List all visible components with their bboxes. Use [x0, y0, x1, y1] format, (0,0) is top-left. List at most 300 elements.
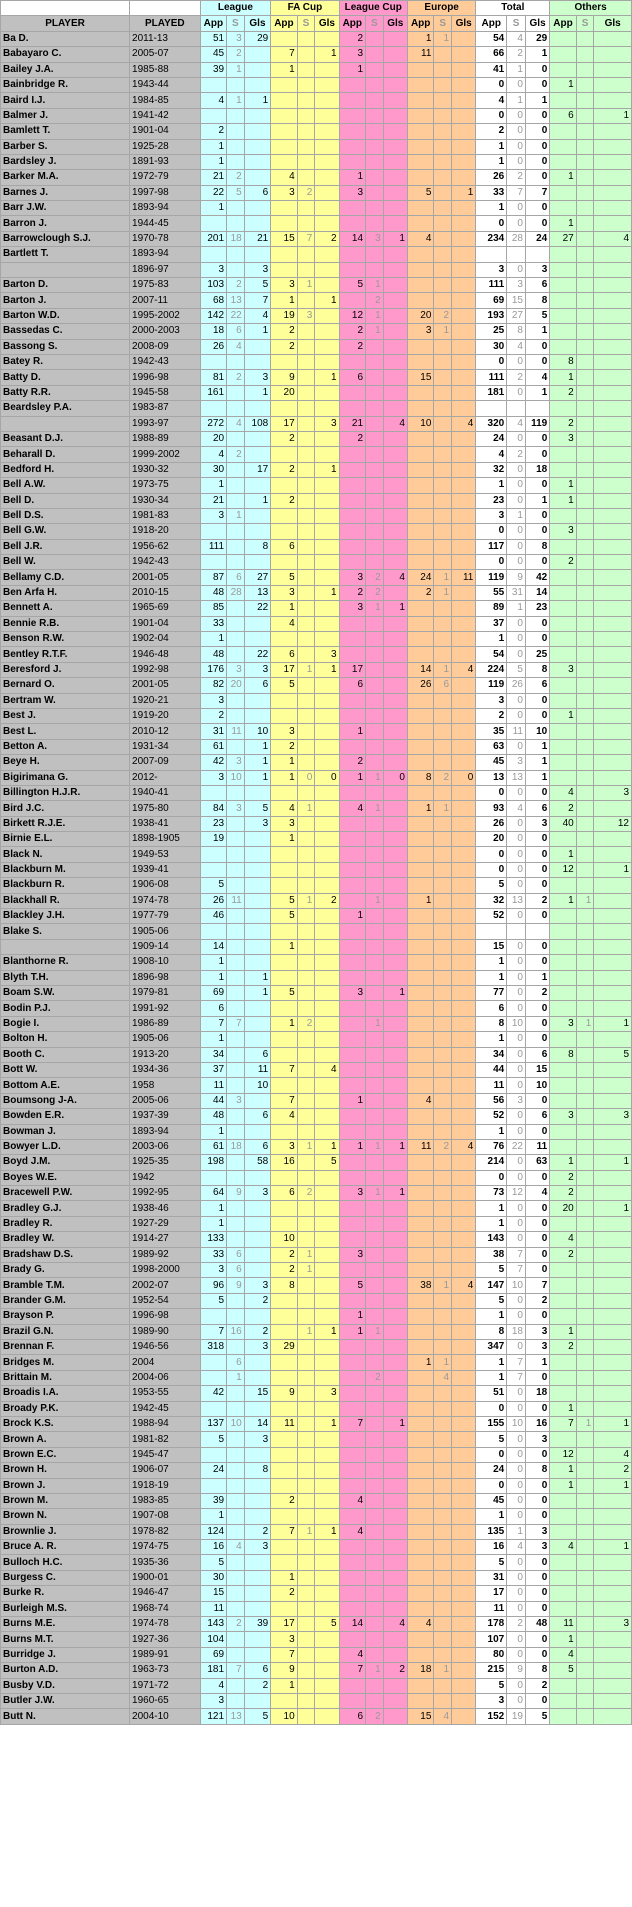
europe-subs-cell	[434, 1247, 452, 1262]
seasons-played-cell: 2012-	[130, 770, 201, 785]
europe-apps-cell	[407, 1463, 433, 1478]
europe-subs-cell	[434, 278, 452, 293]
europe-apps-cell: 11	[407, 47, 433, 62]
total-goals-cell: 0	[525, 1447, 549, 1462]
fa-cup-subs-cell	[297, 201, 315, 216]
player-name-cell: Bowman J.	[1, 1124, 130, 1139]
league-apps-cell: 1	[200, 970, 226, 985]
europe-apps-cell	[407, 1509, 433, 1524]
league-subs-cell: 9	[227, 1278, 245, 1293]
league-cup-subs-cell	[366, 1493, 384, 1508]
others-apps-cell	[550, 401, 576, 416]
league-apps-cell: 161	[200, 385, 226, 400]
fa-cup-goals-cell	[315, 278, 339, 293]
total-subs-cell: 22	[507, 1139, 526, 1154]
europe-subs-cell	[434, 986, 452, 1001]
league-cup-apps-cell: 1	[339, 62, 365, 77]
league-cup-apps-cell	[339, 1155, 365, 1170]
total-goals-cell: 16	[525, 1416, 549, 1431]
league-cup-apps-cell	[339, 447, 365, 462]
others-subs-cell	[576, 1709, 594, 1724]
fa-cup-apps-cell: 20	[271, 385, 297, 400]
others-goals-cell	[594, 370, 632, 385]
others-goals-cell: 4	[594, 231, 632, 246]
fa-cup-apps-cell: 3	[271, 585, 297, 600]
others-goals-cell	[594, 1078, 632, 1093]
league-apps-cell: 37	[200, 1062, 226, 1077]
league-cup-goals-cell	[383, 1463, 407, 1478]
others-goals-cell	[594, 1032, 632, 1047]
league-cup-goals-cell	[383, 216, 407, 231]
seasons-played-cell: 1907-08	[130, 1509, 201, 1524]
league-cup-subs-cell	[366, 401, 384, 416]
total-goals-cell: 0	[525, 1216, 549, 1231]
fa-cup-apps-cell: 16	[271, 1155, 297, 1170]
others-subs-cell	[576, 570, 594, 585]
player-name-cell: Broadis I.A.	[1, 1386, 130, 1401]
fa-cup-apps-cell	[271, 139, 297, 154]
others-group-header: Others	[550, 1, 632, 16]
europe-subs-cell	[434, 401, 452, 416]
total-goals-cell: 0	[525, 508, 549, 523]
others-apps-cell: 4	[550, 1647, 576, 1662]
total-apps-cell: 31	[476, 1570, 507, 1585]
seasons-played-cell: 1901-04	[130, 124, 201, 139]
fa-cup-goals-cell	[315, 1032, 339, 1047]
table-row	[1, 1540, 632, 1555]
others-goals-cell	[594, 1186, 632, 1201]
table-row	[1, 1401, 632, 1416]
league-cup-apps-cell	[339, 1555, 365, 1570]
league-cup-apps-cell	[339, 1447, 365, 1462]
europe-apps-cell: 4	[407, 1617, 433, 1632]
others-goals-cell	[594, 770, 632, 785]
total-apps-cell: 80	[476, 1647, 507, 1662]
others-goals-cell	[594, 462, 632, 477]
league-cup-subs-cell	[366, 1524, 384, 1539]
fa-cup-apps-cell: 7	[271, 1062, 297, 1077]
total-apps-cell: 32	[476, 462, 507, 477]
europe-apps-cell	[407, 1555, 433, 1570]
league-goals-cell	[244, 47, 271, 62]
fa-cup-goals-cell	[315, 539, 339, 554]
total-goals-cell: 25	[525, 647, 549, 662]
europe-apps-cell: 15	[407, 1709, 433, 1724]
europe-subs-cell	[434, 416, 452, 431]
league-cup-subs-cell	[366, 339, 384, 354]
seasons-played-cell: 1900-01	[130, 1570, 201, 1585]
seasons-played-cell: 1942	[130, 1170, 201, 1185]
total-subs-cell: 0	[507, 555, 526, 570]
total-goals-cell: 6	[525, 1047, 549, 1062]
total-apps-cell: 54	[476, 31, 507, 46]
europe-goals-cell	[452, 1509, 476, 1524]
europe-goals-cell	[452, 832, 476, 847]
others-goals-cell	[594, 585, 632, 600]
seasons-played-cell: 1995-2002	[130, 308, 201, 323]
league-cup-apps-cell: 1	[339, 909, 365, 924]
seasons-played-cell: 1958	[130, 1078, 201, 1093]
league-cup-goals-cell	[383, 108, 407, 123]
player-name-cell: Busby V.D.	[1, 1678, 130, 1693]
others-subs-cell	[576, 1263, 594, 1278]
europe-subs-cell	[434, 924, 452, 939]
table-row	[1, 431, 632, 446]
league-apps-cell: 33	[200, 616, 226, 631]
fa-cup-apps-cell: 19	[271, 308, 297, 323]
table-row	[1, 1186, 632, 1201]
league-goals-cell: 3	[244, 1432, 271, 1447]
fa-cup-subs-cell	[297, 678, 315, 693]
seasons-played-cell: 2008-09	[130, 339, 201, 354]
league-apps-cell	[200, 924, 226, 939]
table-row	[1, 570, 632, 585]
europe-goals-cell: 11	[452, 570, 476, 585]
league-goals-cell: 14	[244, 1416, 271, 1431]
others-goals-cell	[594, 1586, 632, 1601]
player-name-cell: Bennie R.B.	[1, 616, 130, 631]
total-subs-cell: 4	[507, 801, 526, 816]
fa-cup-apps-cell: 2	[271, 431, 297, 446]
others-goals-cell	[594, 1432, 632, 1447]
player-name-cell: Bell J.R.	[1, 539, 130, 554]
total-goals-cell: 23	[525, 601, 549, 616]
table-row	[1, 1078, 632, 1093]
seasons-played-cell: 1901-04	[130, 616, 201, 631]
total-goals-cell: 0	[525, 170, 549, 185]
seasons-played-cell: 1906-08	[130, 878, 201, 893]
others-apps-cell	[550, 1493, 576, 1508]
europe-subs-cell	[434, 339, 452, 354]
total-apps-cell: 224	[476, 662, 507, 677]
fa-cup-goals-cell	[315, 1247, 339, 1262]
fa-cup-apps-cell: 15	[271, 231, 297, 246]
league-subs-cell	[227, 632, 245, 647]
league-cup-subs-cell	[366, 1540, 384, 1555]
europe-subs-cell	[434, 1324, 452, 1339]
player-name-cell: Brady G.	[1, 1263, 130, 1278]
league-goals-cell	[244, 139, 271, 154]
others-goals-cell	[594, 1693, 632, 1708]
table-row	[1, 1062, 632, 1077]
total-goals-cell: 0	[525, 1693, 549, 1708]
league-subs-cell	[227, 785, 245, 800]
player-name-cell: Brown E.C.	[1, 1447, 130, 1462]
total-subs-cell: 0	[507, 77, 526, 92]
fa-cup-goals-cell	[315, 62, 339, 77]
europe-apps-cell	[407, 1247, 433, 1262]
total-subs-cell: 0	[507, 1447, 526, 1462]
europe-apps-cell	[407, 816, 433, 831]
others-goals-cell	[594, 1139, 632, 1154]
league-subs-cell	[227, 1447, 245, 1462]
others-subs-cell	[576, 77, 594, 92]
others-apps-cell: 11	[550, 1617, 576, 1632]
league-goals-cell	[244, 1170, 271, 1185]
europe-apps-cell	[407, 1447, 433, 1462]
league-cup-apps-cell	[339, 1016, 365, 1031]
league-goals-cell: 27	[244, 570, 271, 585]
total-group-header: Total	[476, 1, 550, 16]
fa-cup-apps-cell: 2	[271, 339, 297, 354]
player-name-cell: Bennett A.	[1, 601, 130, 616]
seasons-played-cell: 1896-97	[130, 262, 201, 277]
europe-goals-cell: 1	[452, 185, 476, 200]
league-apps-cell	[200, 847, 226, 862]
europe-goals-cell: 4	[452, 1278, 476, 1293]
europe-goals-cell	[452, 1463, 476, 1478]
total-subs-cell: 0	[507, 354, 526, 369]
player-name-cell: Bogie I.	[1, 1016, 130, 1031]
fa-cup-apps-cell: 1	[271, 832, 297, 847]
europe-goals-cell	[452, 1693, 476, 1708]
league-cup-subs-cell	[366, 31, 384, 46]
league-apps-cell	[200, 354, 226, 369]
league-cup-subs-cell	[366, 678, 384, 693]
total-goals-cell: 0	[525, 108, 549, 123]
league-cup-goals-cell	[383, 508, 407, 523]
total-subs-cell: 5	[507, 662, 526, 677]
league-cup-subs-cell	[366, 354, 384, 369]
table-row	[1, 1093, 632, 1108]
others-subs-cell	[576, 1493, 594, 1508]
table-row	[1, 1232, 632, 1247]
total-goals-cell: 10	[525, 1078, 549, 1093]
league-cup-subs-cell	[366, 1263, 384, 1278]
europe-apps-cell	[407, 1109, 433, 1124]
league-cup-apps-cell	[339, 124, 365, 139]
league-subs-cell	[227, 201, 245, 216]
league-cup-apps-cell: 1	[339, 170, 365, 185]
others-subs-cell	[576, 1678, 594, 1693]
league-cup-apps-cell	[339, 1678, 365, 1693]
league-cup-apps-cell	[339, 1062, 365, 1077]
others-subs-cell: 1	[576, 893, 594, 908]
fa-cup-goals-cell	[315, 1124, 339, 1139]
others-subs-cell	[576, 1278, 594, 1293]
fa-cup-goals-cell	[315, 1355, 339, 1370]
league-cup-apps-cell	[339, 1216, 365, 1231]
fa-cup-goals-cell	[315, 354, 339, 369]
others-subs-cell	[576, 970, 594, 985]
total-apps-cell: 0	[476, 862, 507, 877]
player-name-cell: Brown H.	[1, 1463, 130, 1478]
fa-cup-subs-cell	[297, 555, 315, 570]
league-subs-cell	[227, 154, 245, 169]
player-name-cell: Brown M.	[1, 1493, 130, 1508]
league-cup-subs-cell	[366, 139, 384, 154]
league-apps-cell: 3	[200, 1693, 226, 1708]
seasons-played-cell: 1937-39	[130, 1109, 201, 1124]
others-subs-cell	[576, 1139, 594, 1154]
player-name-cell: Bowden E.R.	[1, 1109, 130, 1124]
europe-subs-cell	[434, 478, 452, 493]
europe-goals-cell	[452, 139, 476, 154]
total-subs-cell: 0	[507, 1647, 526, 1662]
league-subs-cell	[227, 1201, 245, 1216]
total-subs-cell: 0	[507, 1601, 526, 1616]
league-cup-apps-cell	[339, 647, 365, 662]
total-subs-cell: 0	[507, 955, 526, 970]
fa-cup-apps-cell: 1	[271, 1016, 297, 1031]
league-goals-cell: 58	[244, 1155, 271, 1170]
others-subs-cell	[576, 724, 594, 739]
others-goals-cell	[594, 555, 632, 570]
others-goals-cell	[594, 354, 632, 369]
league-apps-cell: 96	[200, 1278, 226, 1293]
europe-goals-cell	[452, 462, 476, 477]
total-apps-cell: 76	[476, 1139, 507, 1154]
europe-subs-cell	[434, 647, 452, 662]
seasons-played-cell: 1983-85	[130, 1493, 201, 1508]
total-goals-cell: 0	[525, 1309, 549, 1324]
league-apps-cell	[200, 524, 226, 539]
others-goals-cell	[594, 1324, 632, 1339]
league-apps-cell: 23	[200, 816, 226, 831]
league-goals-cell	[244, 1124, 271, 1139]
table-row	[1, 662, 632, 677]
league-cup-apps-cell	[339, 1339, 365, 1354]
fa-cup-apps-cell: 1	[271, 62, 297, 77]
europe-apps-cell: 5	[407, 185, 433, 200]
others-goals-cell	[594, 970, 632, 985]
europe-apps-cell	[407, 1540, 433, 1555]
fa-cup-goals-cell	[315, 1232, 339, 1247]
fa-cup-subs-cell	[297, 970, 315, 985]
league-cup-subs-cell	[366, 1247, 384, 1262]
league-subs-cell	[227, 816, 245, 831]
fa-cup-apps-cell: 1	[271, 601, 297, 616]
total-goals-cell	[525, 401, 549, 416]
total-subs-cell: 0	[507, 816, 526, 831]
league-cup-subs-cell	[366, 1463, 384, 1478]
total-apps-cell: 8	[476, 1016, 507, 1031]
league-cup-apps-cell	[339, 247, 365, 262]
league-cup-apps-cell: 4	[339, 1647, 365, 1662]
league-apps-cell: 69	[200, 986, 226, 1001]
total-subs-cell: 4	[507, 31, 526, 46]
league-goals-cell	[244, 1586, 271, 1601]
league-subs-cell	[227, 924, 245, 939]
europe-subs-cell	[434, 1293, 452, 1308]
player-name-cell: Balmer J.	[1, 108, 130, 123]
fa-cup-goals-cell	[315, 1170, 339, 1185]
fa-cup-subs-cell	[297, 847, 315, 862]
fa-cup-subs-cell	[297, 986, 315, 1001]
league-apps-cell: 176	[200, 662, 226, 677]
fa-cup-subs-cell	[297, 1216, 315, 1231]
league-subs-cell: 5	[227, 185, 245, 200]
europe-apps-cell	[407, 247, 433, 262]
player-name-cell: Bartlett T.	[1, 247, 130, 262]
league-cup-subs-cell	[366, 739, 384, 754]
fa-cup-apps-cell	[271, 247, 297, 262]
league-subs-cell: 22	[227, 308, 245, 323]
total-apps-cell: 0	[476, 216, 507, 231]
fa-cup-goals-cell	[315, 339, 339, 354]
total-apps-cell: 1	[476, 154, 507, 169]
table-row	[1, 139, 632, 154]
total-apps-cell: 0	[476, 108, 507, 123]
league-apps-cell: 1	[200, 154, 226, 169]
league-goals-cell	[244, 909, 271, 924]
europe-goals-cell	[452, 970, 476, 985]
fa-cup-goals-cell: 5	[315, 1617, 339, 1632]
player-name-cell: Burns M.T.	[1, 1632, 130, 1647]
league-cup-apps-cell	[339, 108, 365, 123]
league-cup-goals-cell	[383, 1001, 407, 1016]
league-cup-goals-cell: 0	[383, 770, 407, 785]
league-subs-cell	[227, 832, 245, 847]
others-apps-cell	[550, 1062, 576, 1077]
league-apps-cell: 42	[200, 1386, 226, 1401]
fa-cup-goals-header: Gls	[315, 16, 339, 31]
player-name-cell: Beharall D.	[1, 447, 130, 462]
league-goals-cell: 1	[244, 324, 271, 339]
total-apps-cell: 0	[476, 354, 507, 369]
fa-cup-subs-cell	[297, 1370, 315, 1385]
fa-cup-goals-cell	[315, 170, 339, 185]
europe-subs-cell	[434, 893, 452, 908]
total-subs-cell: 0	[507, 1032, 526, 1047]
fa-cup-subs-cell: 1	[297, 1247, 315, 1262]
fa-cup-goals-cell: 1	[315, 1416, 339, 1431]
others-goals-cell	[594, 601, 632, 616]
player-name-cell: Burgess C.	[1, 1570, 130, 1585]
fa-cup-subs-cell	[297, 939, 315, 954]
league-cup-subs-cell: 1	[366, 324, 384, 339]
table-row	[1, 1663, 632, 1678]
total-apps-cell: 0	[476, 524, 507, 539]
league-cup-subs-cell	[366, 632, 384, 647]
europe-subs-cell	[434, 1647, 452, 1662]
player-name-cell: Booth C.	[1, 1047, 130, 1062]
europe-goals-cell	[452, 585, 476, 600]
league-goals-cell: 2	[244, 1524, 271, 1539]
europe-apps-cell	[407, 1601, 433, 1616]
league-cup-goals-cell	[383, 478, 407, 493]
fa-cup-subs-cell	[297, 108, 315, 123]
europe-apps-cell	[407, 647, 433, 662]
fa-cup-apps-cell: 3	[271, 816, 297, 831]
others-apps-cell: 2	[550, 1247, 576, 1262]
europe-subs-cell	[434, 1447, 452, 1462]
league-goals-cell: 5	[244, 278, 271, 293]
player-name-cell: Bradshaw D.S.	[1, 1247, 130, 1262]
europe-apps-cell	[407, 970, 433, 985]
others-goals-cell	[594, 431, 632, 446]
others-subs-cell: 1	[576, 1416, 594, 1431]
table-row	[1, 1493, 632, 1508]
europe-subs-cell	[434, 508, 452, 523]
league-cup-goals-cell	[383, 832, 407, 847]
europe-subs-cell: 4	[434, 1709, 452, 1724]
europe-apps-cell	[407, 924, 433, 939]
total-subs-cell: 26	[507, 678, 526, 693]
league-cup-goals-cell	[383, 447, 407, 462]
europe-subs-cell	[434, 878, 452, 893]
seasons-played-cell: 1983-87	[130, 401, 201, 416]
total-goals-cell: 0	[525, 1170, 549, 1185]
total-apps-cell: 5	[476, 1432, 507, 1447]
total-goals-cell: 0	[525, 1586, 549, 1601]
fa-cup-goals-cell	[315, 847, 339, 862]
seasons-played-cell: 1984-85	[130, 93, 201, 108]
europe-subs-cell	[434, 1170, 452, 1185]
league-subs-cell: 4	[227, 416, 245, 431]
europe-goals-cell	[452, 1493, 476, 1508]
europe-apps-cell: 1	[407, 801, 433, 816]
